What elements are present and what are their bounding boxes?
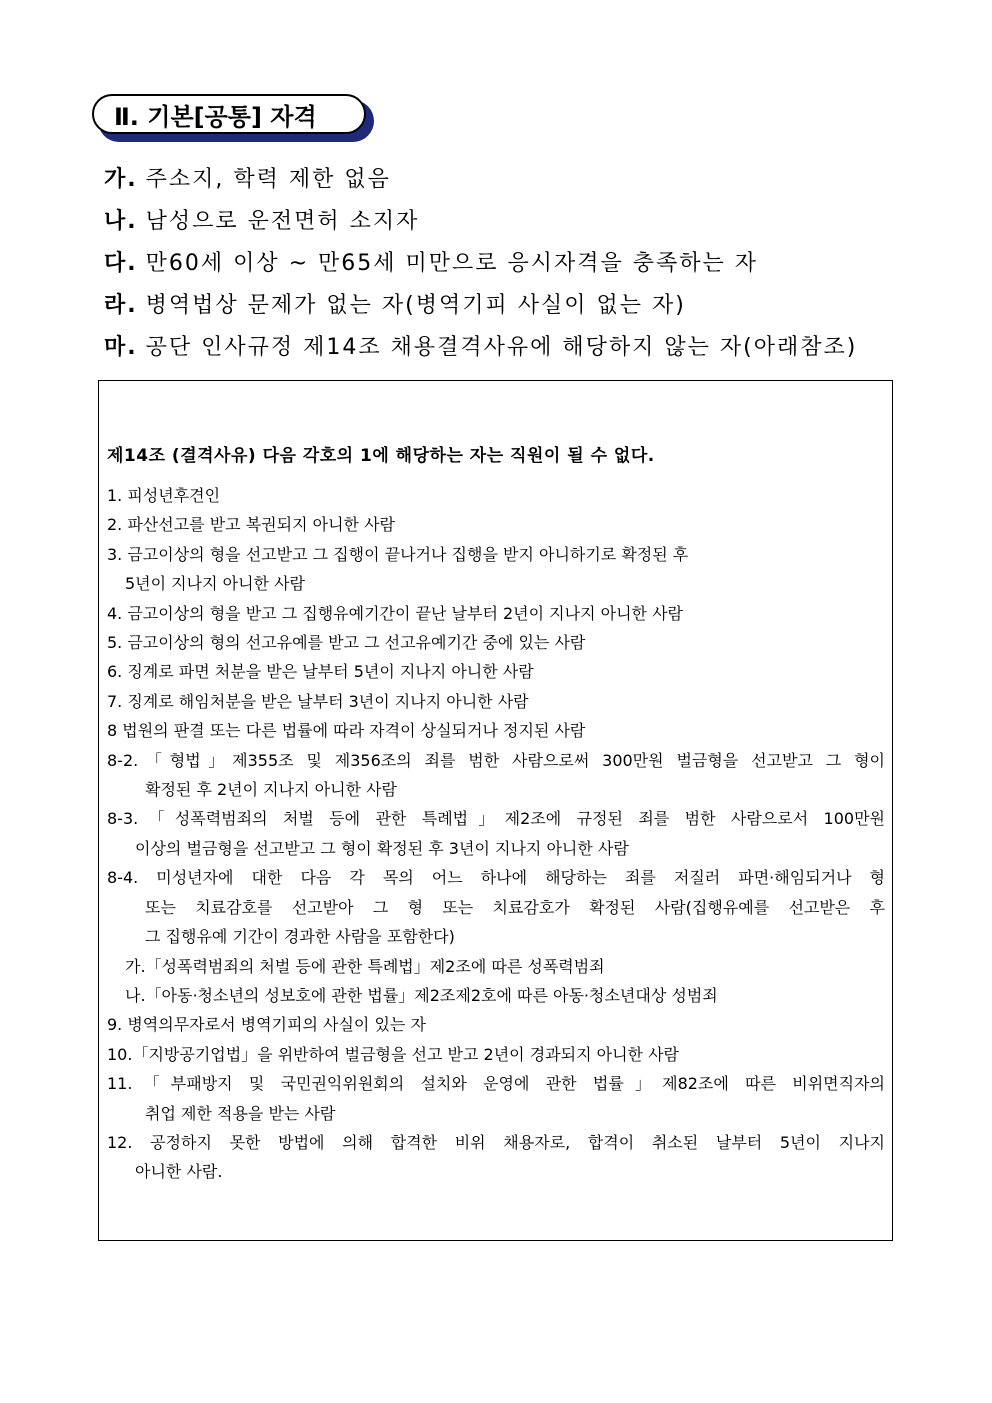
requirement-key: 나. [104, 209, 138, 234]
clause-line: 가.「성폭력범죄의 처벌 등에 관한 특례법」제2조에 따른 성폭력범죄 [125, 956, 605, 976]
clause-line: 2. 파산선고를 받고 복권되지 아니한 사람 [107, 515, 395, 535]
disqualification-box [98, 380, 893, 1241]
requirement-text: 남성으로 운전면허 소지자 [145, 209, 420, 234]
clause-line: 12. 공정하지 못한 방법에 의해 합격한 비위 채용자로, 합격이 취소된 날부터 5년이 지나지 [107, 1132, 885, 1152]
requirement-key: 다. [104, 251, 138, 276]
section-title: Ⅱ. 기본[공통] 자격 [92, 94, 366, 134]
clause-line: 8-3.「성폭력범죄의 처벌 등에 관한 특례법」제2조에 규정된 죄를 범한 사람으로서 100만원 [107, 809, 885, 829]
clause-item [107, 952, 885, 981]
clause-line: 7. 징계로 해임처분을 받은 날부터 3년이 지나지 아니한 사람 [107, 691, 529, 711]
clause-line: 아니한 사람. [135, 1162, 223, 1182]
clause-line: 3. 금고이상의 형을 선고받고 그 집행이 끝나거나 집행을 받지 아니하기로 확정된 후 [107, 544, 689, 564]
clause-item [107, 804, 885, 863]
clause-line: 8 법원의 판결 또는 다른 법률에 따라 자격이 상실되거나 정지된 사람 [107, 721, 586, 741]
requirement-text: 공단 인사규정 제14조 채용결격사유에 해당하지 않는 자(아래참조) [145, 335, 858, 360]
clause-line: 1. 피성년후견인 [107, 486, 221, 505]
clause-item [107, 510, 885, 539]
clause-line: 5. 금고이상의 형의 선고유예를 받고 그 선고유예기간 중에 있는 사람 [107, 633, 586, 653]
clause-item [107, 863, 885, 951]
clause-line: 10.「지방공기업법」을 위반하여 벌금형을 선고 받고 2년이 경과되지 아니한 사람 [107, 1044, 679, 1064]
clause-line: 확정된 후 2년이 지나지 아니한 사람 [145, 780, 397, 800]
clause-item [107, 981, 885, 1010]
clause-line: 또는 치료감호를 선고받아 그 형 또는 치료감호가 확정된 사람(집행유예를 선고받은 후 [145, 897, 885, 917]
clause-line: 나.「아동·청소년의 성보호에 관한 법률」제2조제2호에 따른 아동·청소년대상 성범죄 [125, 985, 718, 1005]
clause-line: 이상의 벌금형을 선고받고 그 형이 확정된 후 3년이 지나지 아니한 사람 [135, 838, 629, 858]
clause-item [107, 1010, 885, 1039]
clause-line: 11.「부패방지 및 국민권익위원회의 설치와 운영에 관한 법률」제82조에 따른 비위면직자의 [107, 1074, 885, 1094]
clause-line: 8-4. 미성년자에 대한 다음 각 목의 어느 하나에 해당하는 죄를 저질러 파면·해임되거나 형 [107, 868, 885, 888]
requirement-item [104, 163, 924, 205]
clause-item [107, 481, 885, 510]
clause-item [107, 1040, 885, 1069]
requirement-item [104, 289, 924, 331]
requirement-item [104, 205, 924, 247]
clause-line: 8-2.「형법」제355조 및 제356조의 죄를 범한 사람으로써 300만원 벌금형을 선고받고 그 형이 [107, 750, 885, 770]
section-heading [92, 94, 378, 146]
requirement-text: 주소지, 학력 제한 없음 [145, 167, 391, 192]
clause-line: 4. 금고이상의 형을 받고 그 집행유예기간이 끝난 날부터 2년이 지나지 아니한 사람 [107, 603, 683, 623]
clause-item [107, 599, 885, 628]
clause-item [107, 746, 885, 805]
clause-item [107, 1128, 885, 1187]
requirement-item [104, 247, 924, 289]
clause-item [107, 540, 885, 599]
clause-line: 9. 병역의무자로서 병역기피의 사실이 있는 자 [107, 1015, 426, 1035]
clause-item [107, 716, 885, 745]
clause-item [107, 687, 885, 716]
requirement-key: 가. [104, 167, 138, 192]
clause-list [107, 481, 885, 1187]
requirement-key: 라. [104, 293, 138, 318]
clause-line: 5년이 지나지 아니한 사람 [125, 574, 305, 594]
clause-item [107, 1069, 885, 1128]
clause-line: 취업 제한 적용을 받는 사람 [145, 1103, 336, 1123]
requirement-key: 마. [104, 335, 138, 360]
requirements-list [104, 163, 924, 373]
clause-line: 6. 징계로 파면 처분을 받은 날부터 5년이 지나지 아니한 사람 [107, 662, 534, 682]
article-title: 제14조 (결격사유) 다음 각호의 1에 해당하는 자는 직원이 될 수 없다. [107, 446, 655, 466]
clause-line: 그 집행유예 기간이 경과한 사람을 포함한다) [145, 927, 455, 947]
clause-item [107, 657, 885, 686]
clause-item [107, 628, 885, 657]
requirement-text: 만60세 이상 ~ 만65세 미만으로 응시자격을 충족하는 자 [145, 251, 759, 276]
requirement-text: 병역법상 문제가 없는 자(병역기피 사실이 없는 자) [145, 293, 686, 318]
requirement-item [104, 331, 924, 373]
